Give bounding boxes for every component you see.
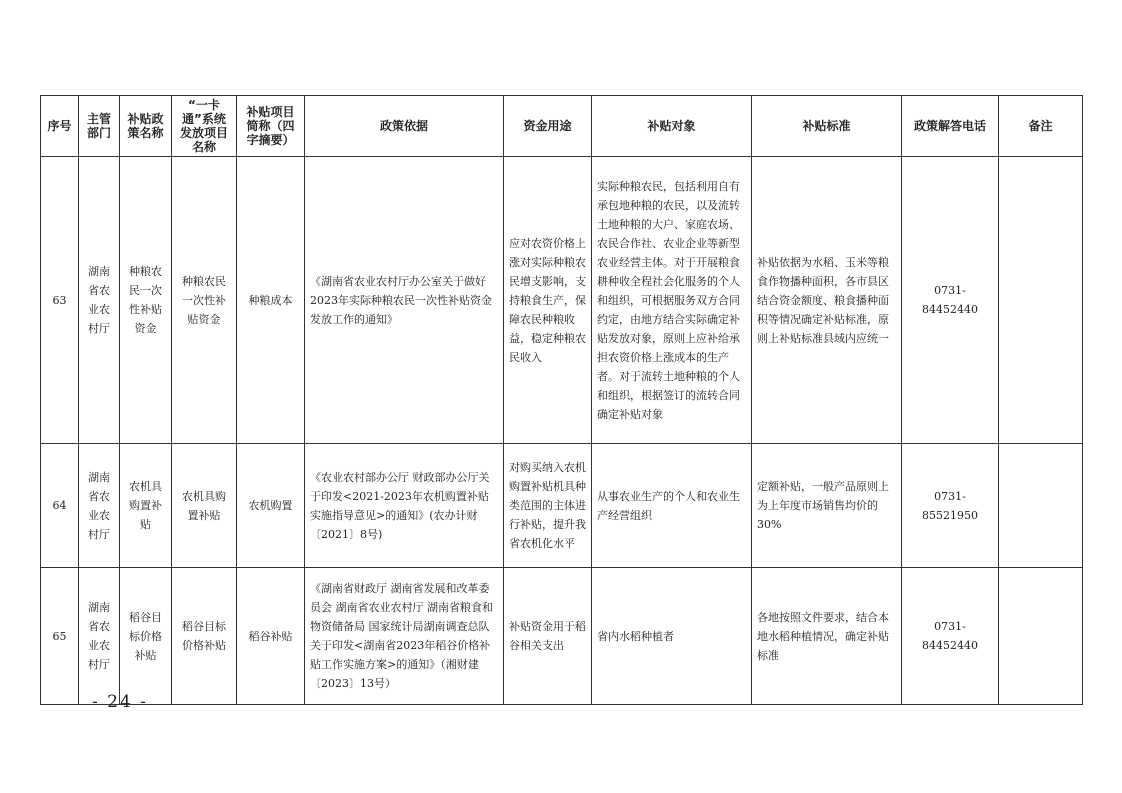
cell-basis: 《湖南省农业农村厅办公室关于做好2023年实际种粮农民一次性补贴资金发放工作的通知》 [305, 157, 504, 444]
policy-table [40, 95, 1083, 705]
cell-target: 省内水稻种植者 [592, 568, 752, 705]
cell-phone: 0731-84452440 [902, 157, 999, 444]
cell-department: 湖南省农业农村厅 [79, 444, 120, 568]
cell-no: 63 [41, 157, 79, 444]
header-system-item: “一卡通”系统发放项目名称 [172, 96, 237, 157]
cell-phone: 0731-84452440 [902, 568, 999, 705]
cell-department: 湖南省农业农村厅 [79, 568, 120, 705]
cell-use: 对购买纳入农机购置补贴机具种类范围的主体进行补贴，提升我省农机化水平 [504, 444, 592, 568]
header-target: 补贴对象 [592, 96, 752, 157]
table-row [41, 157, 1083, 444]
header-basis: 政策依据 [305, 96, 504, 157]
cell-use: 补贴资金用于稻谷相关支出 [504, 568, 592, 705]
cell-standard: 定额补贴，一般产品原则上为上年度市场销售均价的30% [752, 444, 902, 568]
cell-short-name: 种粮成本 [237, 157, 305, 444]
cell-basis: 《湖南省财政厅 湖南省发展和改革委员会 湖南省农业农村厅 湖南省粮食和物资储备局 国家统计局湖南调查总队关于印发<湖南省2023年稻谷价格补贴工作实施方案>的通知》（湘财建〔2023〕13号） [305, 568, 504, 705]
table-row [41, 568, 1083, 705]
header-standard: 补贴标准 [752, 96, 902, 157]
cell-short-name: 稻谷补贴 [237, 568, 305, 705]
cell-target: 实际种粮农民，包括利用自有承包地种粮的农民，以及流转土地种粮的大户、家庭农场、农民合作社、农业企业等新型农业经营主体。对于开展粮食耕种收全程社会化服务的个人和组织，可根据服务双方合同约定，由地方结合实际确定补贴发放对象，原则上应补给承担农资价格上涨成本的生产者。对于流转土地种粮的个人和组织，根据签订的流转合同确定补贴对象 [592, 157, 752, 444]
cell-note [999, 444, 1083, 568]
cell-standard: 各地按照文件要求，结合本地水稻种植情况，确定补贴标准 [752, 568, 902, 705]
cell-system-item: 稻谷目标价格补贴 [172, 568, 237, 705]
table-row [41, 444, 1083, 568]
cell-standard: 补贴依据为水稻、玉米等粮食作物播种面积，各市县区结合资金额度、粮食播种面积等情况确定补贴标准，原则上补贴标准县域内应统一 [752, 157, 902, 444]
cell-note [999, 157, 1083, 444]
header-no: 序号 [41, 96, 79, 157]
cell-system-item: 农机具购置补贴 [172, 444, 237, 568]
cell-note [999, 568, 1083, 705]
cell-target: 从事农业生产的个人和农业生产经营组织 [592, 444, 752, 568]
header-policy-name: 补贴政策名称 [120, 96, 172, 157]
cell-phone: 0731-85521950 [902, 444, 999, 568]
header-phone: 政策解答电话 [902, 96, 999, 157]
header-use: 资金用途 [504, 96, 592, 157]
cell-short-name: 农机购置 [237, 444, 305, 568]
cell-policy-name: 种粮农民一次性补贴资金 [120, 157, 172, 444]
cell-system-item: 种粮农民一次性补贴资金 [172, 157, 237, 444]
cell-no: 65 [41, 568, 79, 705]
cell-policy-name: 农机具购置补贴 [120, 444, 172, 568]
header-department: 主管部门 [79, 96, 120, 157]
header-note: 备注 [999, 96, 1083, 157]
cell-use: 应对农资价格上涨对实际种粮农民增支影响，支持粮食生产，保障农民种粮收益，稳定种粮农民收入 [504, 157, 592, 444]
cell-no: 64 [41, 444, 79, 568]
table-header-row [41, 96, 1083, 157]
cell-department: 湖南省农业农村厅 [79, 157, 120, 444]
cell-basis: 《农业农村部办公厅 财政部办公厅关于印发<2021-2023年农机购置补贴实施指导意见>的通知》(农办计财〔2021〕8号) [305, 444, 504, 568]
header-short-name: 补贴项目简称（四字摘要） [237, 96, 305, 157]
page-number: - 24 - [92, 692, 148, 712]
cell-policy-name: 稻谷目标价格补贴 [120, 568, 172, 705]
